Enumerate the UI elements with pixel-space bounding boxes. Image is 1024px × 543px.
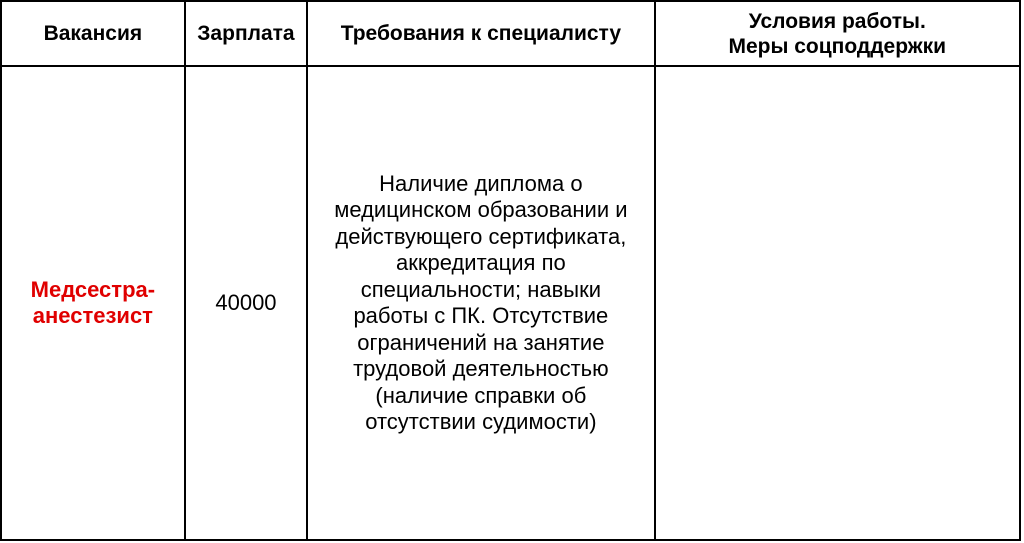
requirements-line: трудовой деятельностью bbox=[353, 356, 609, 381]
salary-value: 40000 bbox=[215, 289, 277, 315]
conditions-cell[interactable] bbox=[655, 66, 1020, 540]
vacancy-name-line1: Медсестра- bbox=[30, 277, 156, 302]
requirements-line: специальности; навыки bbox=[360, 276, 602, 302]
requirements-line: отсутствии судимости) bbox=[365, 409, 597, 434]
vacancy-name-line2: анестезист bbox=[32, 303, 153, 328]
vacancy-name bbox=[2, 277, 184, 329]
requirements-cell[interactable] bbox=[307, 66, 654, 540]
header-conditions-line2: Меры соцподдержки bbox=[728, 34, 947, 58]
header-vacancy[interactable]: Вакансия bbox=[1, 1, 185, 66]
requirements-line: работы с ПК. Отсутствие bbox=[353, 303, 609, 328]
requirements-line: медицинском образовании и bbox=[334, 197, 628, 222]
requirements-line: аккредитация по bbox=[396, 250, 566, 275]
header-conditions-line1: Условия работы. bbox=[748, 9, 926, 33]
header-requirements[interactable]: Требования к специалисту bbox=[307, 1, 654, 66]
requirements-text bbox=[308, 171, 653, 436]
header-salary[interactable]: Зарплата bbox=[185, 1, 307, 66]
vacancy-cell[interactable] bbox=[1, 66, 185, 540]
requirements-line: (наличие справки об bbox=[375, 382, 587, 408]
table-row bbox=[1, 66, 1020, 540]
requirements-line: действующего сертификата, bbox=[335, 223, 627, 249]
salary-cell[interactable] bbox=[185, 66, 307, 540]
requirements-line: Наличие диплома о bbox=[379, 170, 583, 196]
header-conditions[interactable] bbox=[655, 1, 1020, 66]
requirements-line: ограничений на занятие bbox=[357, 329, 605, 355]
header-row bbox=[1, 1, 1020, 66]
